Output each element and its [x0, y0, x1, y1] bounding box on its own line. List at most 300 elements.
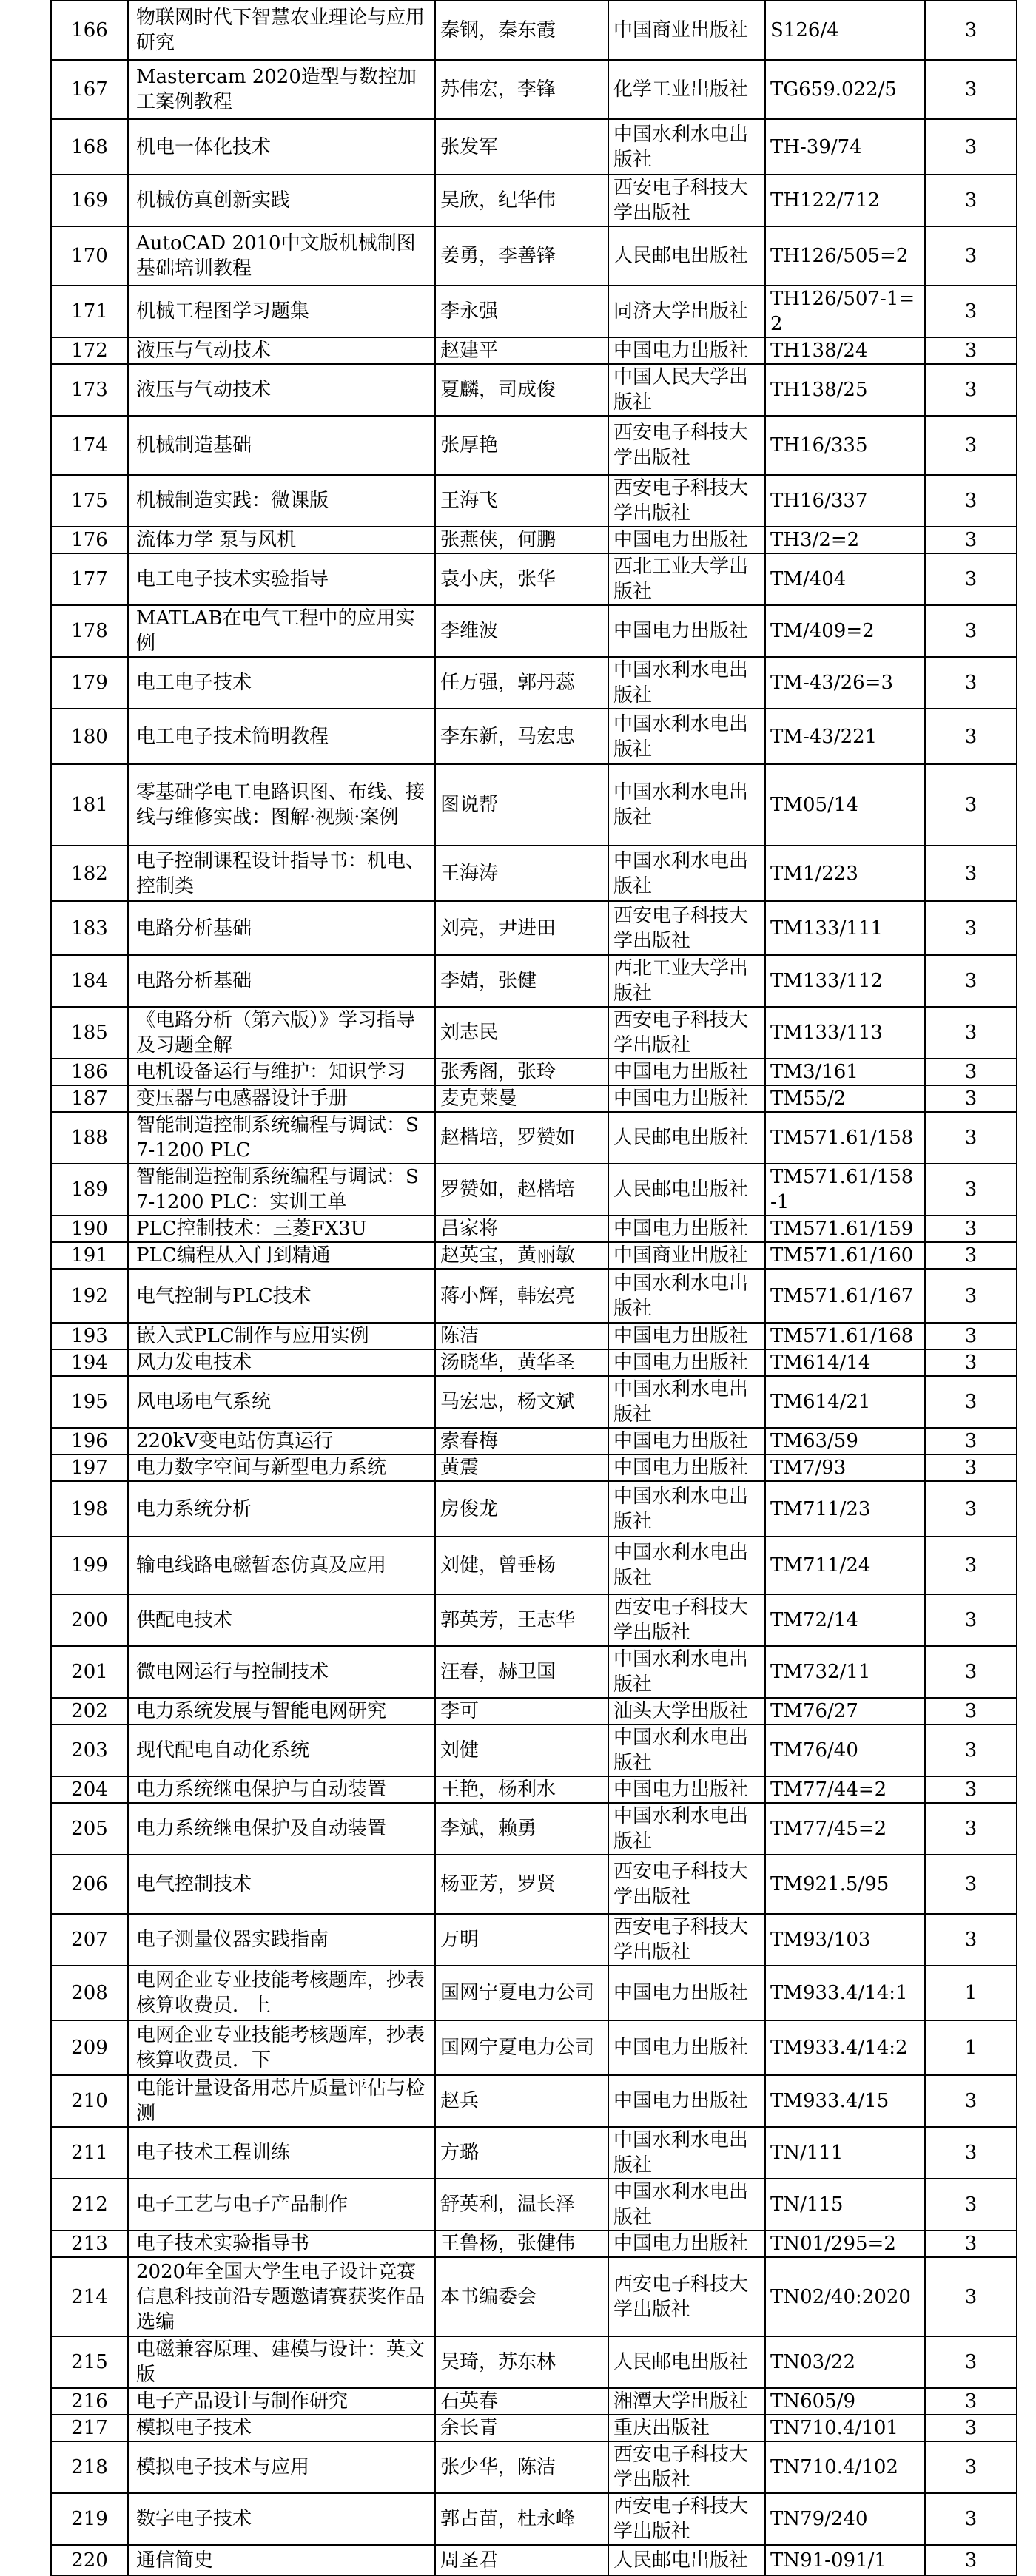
- book-author: 蒋小辉，韩宏亮: [435, 1269, 608, 1323]
- book-publisher: 中国电力出版社: [608, 337, 765, 364]
- book-author: 杨亚芳，罗贤: [435, 1855, 608, 1914]
- copies-count: 3: [925, 657, 1017, 709]
- call-number: TH126/505=2: [765, 226, 925, 286]
- book-publisher: 中国电力出版社: [608, 1215, 765, 1242]
- table-row: [51, 1428, 1017, 1454]
- row-number: 172: [51, 337, 128, 364]
- call-number: TM614/14: [765, 1349, 925, 1376]
- copies-count: 3: [925, 1481, 1017, 1537]
- book-publisher: 西北工业大学出版社: [608, 955, 765, 1007]
- row-number: 174: [51, 416, 128, 475]
- call-number: TM63/59: [765, 1428, 925, 1454]
- table-row: [51, 337, 1017, 364]
- row-number: 214: [51, 2257, 128, 2336]
- book-title: 机械制造实践：微课版: [128, 475, 435, 527]
- book-author: 王海飞: [435, 475, 608, 527]
- row-number: 169: [51, 175, 128, 226]
- copies-count: 3: [925, 1776, 1017, 1803]
- row-number: 202: [51, 1698, 128, 1724]
- copies-count: 3: [925, 1269, 1017, 1323]
- table-row: [51, 1085, 1017, 1112]
- call-number: TM77/44=2: [765, 1776, 925, 1803]
- copies-count: 3: [925, 1454, 1017, 1481]
- book-publisher: 湘潭大学出版社: [608, 2388, 765, 2415]
- call-number: TM76/27: [765, 1698, 925, 1724]
- book-title: 电力数字空间与新型电力系统: [128, 1454, 435, 1481]
- copies-count: 3: [925, 2127, 1017, 2179]
- book-publisher: 中国水利水电出版社: [608, 1537, 765, 1594]
- copies-count: 3: [925, 60, 1017, 119]
- book-publisher: 中国水利水电出版社: [608, 2127, 765, 2179]
- book-publisher: 人民邮电出版社: [608, 226, 765, 286]
- book-title: PLC编程从入门到精通: [128, 1242, 435, 1269]
- call-number: TM921.5/95: [765, 1855, 925, 1914]
- book-publisher: 汕头大学出版社: [608, 1698, 765, 1724]
- copies-count: 3: [925, 1242, 1017, 1269]
- row-number: 204: [51, 1776, 128, 1803]
- table-row: [51, 1966, 1017, 2020]
- book-publisher: 西安电子科技大学出版社: [608, 416, 765, 475]
- book-author: 方璐: [435, 2127, 608, 2179]
- book-title: 现代配电自动化系统: [128, 1724, 435, 1776]
- call-number: TM133/111: [765, 901, 925, 955]
- book-title: 电工电子技术简明教程: [128, 709, 435, 764]
- book-title: 流体力学 泵与风机: [128, 527, 435, 553]
- copies-count: 3: [925, 1803, 1017, 1855]
- book-publisher: 中国电力出版社: [608, 1428, 765, 1454]
- call-number: TH16/335: [765, 416, 925, 475]
- book-publisher: 中国水利水电出版社: [608, 1269, 765, 1323]
- row-number: 205: [51, 1803, 128, 1855]
- row-number: 213: [51, 2231, 128, 2257]
- row-number: 210: [51, 2075, 128, 2127]
- row-number: 185: [51, 1007, 128, 1059]
- book-publisher: 中国水利水电出版社: [608, 657, 765, 709]
- book-title: 电工电子技术实验指导: [128, 553, 435, 605]
- row-number: 182: [51, 846, 128, 901]
- copies-count: 3: [925, 1007, 1017, 1059]
- book-title: MATLAB在电气工程中的应用实例: [128, 605, 435, 657]
- copies-count: 3: [925, 1059, 1017, 1085]
- table-row: [51, 1855, 1017, 1914]
- book-author: 石英春: [435, 2388, 608, 2415]
- book-title: 通信简史: [128, 2545, 435, 2575]
- table-row: [51, 1215, 1017, 1242]
- call-number: TM-43/221: [765, 709, 925, 764]
- book-author: 李东新，马宏忠: [435, 709, 608, 764]
- row-number: 168: [51, 119, 128, 175]
- table-row: [51, 1537, 1017, 1594]
- book-title: AutoCAD 2010中文版机械制图基础培训教程: [128, 226, 435, 286]
- call-number: TM133/113: [765, 1007, 925, 1059]
- book-title: 微电网运行与控制技术: [128, 1646, 435, 1698]
- copies-count: 3: [925, 955, 1017, 1007]
- book-publisher: 中国水利水电出版社: [608, 2179, 765, 2231]
- book-author: 舒英利，温长泽: [435, 2179, 608, 2231]
- table-row: [51, 2545, 1017, 2575]
- book-title: 电网企业专业技能考核题库，抄表核算收费员．上: [128, 1966, 435, 2020]
- book-title: 电子测量仪器实践指南: [128, 1914, 435, 1966]
- book-publisher: 中国水利水电出版社: [608, 1376, 765, 1428]
- book-title: 电子技术实验指导书: [128, 2231, 435, 2257]
- copies-count: 3: [925, 416, 1017, 475]
- call-number: TN605/9: [765, 2388, 925, 2415]
- book-title: 电工电子技术: [128, 657, 435, 709]
- book-author: 王鲁杨，张健伟: [435, 2231, 608, 2257]
- row-number: 180: [51, 709, 128, 764]
- book-publisher: 中国水利水电出版社: [608, 1803, 765, 1855]
- book-publisher: 中国水利水电出版社: [608, 709, 765, 764]
- book-publisher: 西安电子科技大学出版社: [608, 2493, 765, 2545]
- book-author: 周圣君: [435, 2545, 608, 2575]
- book-publisher: 中国水利水电出版社: [608, 1724, 765, 1776]
- book-publisher: 中国电力出版社: [608, 2231, 765, 2257]
- call-number: TM1/223: [765, 846, 925, 901]
- row-number: 183: [51, 901, 128, 955]
- call-number: TH16/337: [765, 475, 925, 527]
- book-publisher: 中国电力出版社: [608, 605, 765, 657]
- copies-count: 3: [925, 1698, 1017, 1724]
- book-title: 《电路分析（第六版）》学习指导及习题全解: [128, 1007, 435, 1059]
- book-publisher: 人民邮电出版社: [608, 2336, 765, 2388]
- book-publisher: 中国电力出版社: [608, 1966, 765, 2020]
- row-number: 191: [51, 1242, 128, 1269]
- call-number: TH-39/74: [765, 119, 925, 175]
- book-title: 液压与气动技术: [128, 337, 435, 364]
- book-author: 国网宁夏电力公司: [435, 1966, 608, 2020]
- book-publisher: 同济大学出版社: [608, 286, 765, 337]
- row-number: 175: [51, 475, 128, 527]
- call-number: TH3/2=2: [765, 527, 925, 553]
- copies-count: 3: [925, 901, 1017, 955]
- book-publisher: 西安电子科技大学出版社: [608, 1007, 765, 1059]
- book-author: 房俊龙: [435, 1481, 608, 1537]
- copies-count: 3: [925, 1, 1017, 60]
- copies-count: 3: [925, 364, 1017, 416]
- book-title: 2020年全国大学生电子设计竞赛信息科技前沿专题邀请赛获奖作品选编: [128, 2257, 435, 2336]
- book-list-table: [50, 0, 1018, 2576]
- table-row: [51, 475, 1017, 527]
- book-author: 苏伟宏，李锋: [435, 60, 608, 119]
- copies-count: 3: [925, 1646, 1017, 1698]
- book-publisher: 人民邮电出版社: [608, 1112, 765, 1164]
- table-row: [51, 2075, 1017, 2127]
- book-title: 电力系统继电保护与自动装置: [128, 1776, 435, 1803]
- call-number: TH126/507-1=2: [765, 286, 925, 337]
- call-number: TM933.4/15: [765, 2075, 925, 2127]
- call-number: TN/111: [765, 2127, 925, 2179]
- book-title: 液压与气动技术: [128, 364, 435, 416]
- book-author: 图说帮: [435, 764, 608, 846]
- book-title: 电力系统分析: [128, 1481, 435, 1537]
- book-publisher: 中国电力出版社: [608, 1085, 765, 1112]
- row-number: 181: [51, 764, 128, 846]
- row-number: 171: [51, 286, 128, 337]
- table-row: [51, 1376, 1017, 1428]
- call-number: TM571.61/160: [765, 1242, 925, 1269]
- copies-count: 3: [925, 475, 1017, 527]
- book-title: Mastercam 2020造型与数控加工案例教程: [128, 60, 435, 119]
- book-author: 刘健，曾垂杨: [435, 1537, 608, 1594]
- row-number: 198: [51, 1481, 128, 1537]
- book-publisher: 西安电子科技大学出版社: [608, 2441, 765, 2493]
- table-row: [51, 527, 1017, 553]
- call-number: TM05/14: [765, 764, 925, 846]
- table-row: [51, 1, 1017, 60]
- call-number: TM72/14: [765, 1594, 925, 1646]
- call-number: S126/4: [765, 1, 925, 60]
- table-row: [51, 2336, 1017, 2388]
- book-author: 吴琦，苏东林: [435, 2336, 608, 2388]
- book-publisher: 化学工业出版社: [608, 60, 765, 119]
- copies-count: 3: [925, 1349, 1017, 1376]
- call-number: TM76/40: [765, 1724, 925, 1776]
- table-row: [51, 1269, 1017, 1323]
- table-row: [51, 2415, 1017, 2441]
- copies-count: 3: [925, 2231, 1017, 2257]
- book-title: 嵌入式PLC制作与应用实例: [128, 1323, 435, 1349]
- book-author: 赵兵: [435, 2075, 608, 2127]
- table-row: [51, 286, 1017, 337]
- table-row: [51, 955, 1017, 1007]
- table-row: [51, 1594, 1017, 1646]
- copies-count: 3: [925, 2257, 1017, 2336]
- book-publisher: 中国水利水电出版社: [608, 1481, 765, 1537]
- table-row: [51, 60, 1017, 119]
- row-number: 170: [51, 226, 128, 286]
- table-row: [51, 901, 1017, 955]
- table-row: [51, 1803, 1017, 1855]
- row-number: 208: [51, 1966, 128, 2020]
- book-title: 电力系统继电保护及自动装置: [128, 1803, 435, 1855]
- table-row: [51, 1724, 1017, 1776]
- book-author: 任万强，郭丹蕊: [435, 657, 608, 709]
- call-number: TM93/103: [765, 1914, 925, 1966]
- row-number: 166: [51, 1, 128, 60]
- book-author: 张发军: [435, 119, 608, 175]
- copies-count: 3: [925, 119, 1017, 175]
- book-author: 汪春，赫卫国: [435, 1646, 608, 1698]
- book-publisher: 中国水利水电出版社: [608, 1646, 765, 1698]
- book-title: 输电线路电磁暂态仿真及应用: [128, 1537, 435, 1594]
- book-author: 李婧，张健: [435, 955, 608, 1007]
- book-author: 秦钢，秦东霞: [435, 1, 608, 60]
- call-number: TN03/22: [765, 2336, 925, 2388]
- row-number: 173: [51, 364, 128, 416]
- table-row: [51, 2020, 1017, 2075]
- book-publisher: 中国电力出版社: [608, 1776, 765, 1803]
- book-author: 汤晓华，黄华圣: [435, 1349, 608, 1376]
- row-number: 197: [51, 1454, 128, 1481]
- table-row: [51, 364, 1017, 416]
- book-title: 电子工艺与电子产品制作: [128, 2179, 435, 2231]
- row-number: 195: [51, 1376, 128, 1428]
- book-author: 吕家将: [435, 1215, 608, 1242]
- row-number: 215: [51, 2336, 128, 2388]
- book-publisher: 中国电力出版社: [608, 2020, 765, 2075]
- call-number: TM571.61/168: [765, 1323, 925, 1349]
- copies-count: 3: [925, 2441, 1017, 2493]
- row-number: 177: [51, 553, 128, 605]
- copies-count: 3: [925, 1537, 1017, 1594]
- copies-count: 3: [925, 286, 1017, 337]
- book-author: 万明: [435, 1914, 608, 1966]
- table-row: [51, 2179, 1017, 2231]
- copies-count: 3: [925, 1855, 1017, 1914]
- call-number: TM571.61/159: [765, 1215, 925, 1242]
- copies-count: 3: [925, 846, 1017, 901]
- book-author: 袁小庆，张华: [435, 553, 608, 605]
- call-number: TN710.4/101: [765, 2415, 925, 2441]
- table-row: [51, 119, 1017, 175]
- row-number: 199: [51, 1537, 128, 1594]
- book-title: PLC控制技术：三菱FX3U: [128, 1215, 435, 1242]
- book-publisher: 中国电力出版社: [608, 527, 765, 553]
- row-number: 218: [51, 2441, 128, 2493]
- table-row: [51, 1914, 1017, 1966]
- call-number: TM133/112: [765, 955, 925, 1007]
- call-number: TH138/25: [765, 364, 925, 416]
- copies-count: 3: [925, 1215, 1017, 1242]
- book-title: 模拟电子技术: [128, 2415, 435, 2441]
- table-row: [51, 1242, 1017, 1269]
- row-number: 209: [51, 2020, 128, 2075]
- row-number: 212: [51, 2179, 128, 2231]
- call-number: TM3/161: [765, 1059, 925, 1085]
- row-number: 176: [51, 527, 128, 553]
- book-publisher: 西安电子科技大学出版社: [608, 1855, 765, 1914]
- row-number: 200: [51, 1594, 128, 1646]
- row-number: 193: [51, 1323, 128, 1349]
- row-number: 217: [51, 2415, 128, 2441]
- call-number: TM55/2: [765, 1085, 925, 1112]
- copies-count: 3: [925, 2415, 1017, 2441]
- book-publisher: 中国电力出版社: [608, 1454, 765, 1481]
- book-author: 王艳，杨利水: [435, 1776, 608, 1803]
- row-number: 190: [51, 1215, 128, 1242]
- copies-count: 3: [925, 1323, 1017, 1349]
- book-title: 智能制造控制系统编程与调试：S7-1200 PLC：实训工单: [128, 1164, 435, 1215]
- book-list-body: [51, 1, 1017, 2575]
- call-number: TN79/240: [765, 2493, 925, 2545]
- copies-count: 3: [925, 527, 1017, 553]
- table-row: [51, 416, 1017, 475]
- copies-count: 3: [925, 1085, 1017, 1112]
- book-publisher: 西北工业大学出版社: [608, 553, 765, 605]
- book-title: 机电一体化技术: [128, 119, 435, 175]
- book-title: 电子控制课程设计指导书：机电、控制类: [128, 846, 435, 901]
- table-row: [51, 1646, 1017, 1698]
- copies-count: 3: [925, 605, 1017, 657]
- row-number: 207: [51, 1914, 128, 1966]
- book-title: 变压器与电感器设计手册: [128, 1085, 435, 1112]
- call-number: TH138/24: [765, 337, 925, 364]
- book-title: 电气控制与PLC技术: [128, 1269, 435, 1323]
- row-number: 216: [51, 2388, 128, 2415]
- book-author: 吴欣，纪华伟: [435, 175, 608, 226]
- book-title: 电力系统发展与智能电网研究: [128, 1698, 435, 1724]
- book-author: 马宏忠，杨文斌: [435, 1376, 608, 1428]
- book-author: 索春梅: [435, 1428, 608, 1454]
- book-author: 赵建平: [435, 337, 608, 364]
- book-author: 李维波: [435, 605, 608, 657]
- call-number: TM571.61/158-1: [765, 1164, 925, 1215]
- row-number: 188: [51, 1112, 128, 1164]
- book-publisher: 中国电力出版社: [608, 1349, 765, 1376]
- row-number: 219: [51, 2493, 128, 2545]
- table-row: [51, 2257, 1017, 2336]
- table-row: [51, 764, 1017, 846]
- copies-count: 3: [925, 1376, 1017, 1428]
- table-row: [51, 1349, 1017, 1376]
- table-row: [51, 553, 1017, 605]
- table-row: [51, 1323, 1017, 1349]
- row-number: 187: [51, 1085, 128, 1112]
- book-publisher: 中国水利水电出版社: [608, 846, 765, 901]
- table-row: [51, 2441, 1017, 2493]
- book-title: 220kV变电站仿真运行: [128, 1428, 435, 1454]
- book-author: 李斌，赖勇: [435, 1803, 608, 1855]
- table-row: [51, 2388, 1017, 2415]
- row-number: 192: [51, 1269, 128, 1323]
- row-number: 194: [51, 1349, 128, 1376]
- book-title: 供配电技术: [128, 1594, 435, 1646]
- copies-count: 3: [925, 175, 1017, 226]
- copies-count: 3: [925, 2493, 1017, 2545]
- book-title: 模拟电子技术与应用: [128, 2441, 435, 2493]
- copies-count: 3: [925, 1724, 1017, 1776]
- call-number: TM/404: [765, 553, 925, 605]
- book-publisher: 中国水利水电出版社: [608, 764, 765, 846]
- book-author: 刘健: [435, 1724, 608, 1776]
- book-author: 郭占苗，杜永峰: [435, 2493, 608, 2545]
- book-author: 夏麟，司成俊: [435, 364, 608, 416]
- book-title: 数字电子技术: [128, 2493, 435, 2545]
- book-title: 电能计量设备用芯片质量评估与检测: [128, 2075, 435, 2127]
- table-row: [51, 1454, 1017, 1481]
- copies-count: 3: [925, 2336, 1017, 2388]
- book-title: 物联网时代下智慧农业理论与应用研究: [128, 1, 435, 60]
- book-title: 风力发电技术: [128, 1349, 435, 1376]
- book-publisher: 中国商业出版社: [608, 1242, 765, 1269]
- call-number: TH122/712: [765, 175, 925, 226]
- table-row: [51, 226, 1017, 286]
- book-author: 李永强: [435, 286, 608, 337]
- table-row: [51, 2231, 1017, 2257]
- copies-count: 3: [925, 1594, 1017, 1646]
- book-author: 张少华，陈洁: [435, 2441, 608, 2493]
- book-publisher: 重庆出版社: [608, 2415, 765, 2441]
- table-row: [51, 1007, 1017, 1059]
- table-row: [51, 1698, 1017, 1724]
- copies-count: 3: [925, 2179, 1017, 2231]
- book-author: 刘志民: [435, 1007, 608, 1059]
- copies-count: 3: [925, 764, 1017, 846]
- table-row: [51, 1112, 1017, 1164]
- call-number: TM/409=2: [765, 605, 925, 657]
- book-author: 郭英芳，王志华: [435, 1594, 608, 1646]
- call-number: TM711/23: [765, 1481, 925, 1537]
- table-row: [51, 1059, 1017, 1085]
- book-publisher: 中国人民大学出版社: [608, 364, 765, 416]
- call-number: TM732/11: [765, 1646, 925, 1698]
- book-author: 姜勇，李善锋: [435, 226, 608, 286]
- copies-count: 3: [925, 1112, 1017, 1164]
- call-number: TN91-091/1: [765, 2545, 925, 2575]
- book-author: 王海涛: [435, 846, 608, 901]
- book-title: 电机设备运行与维护：知识学习: [128, 1059, 435, 1085]
- row-number: 203: [51, 1724, 128, 1776]
